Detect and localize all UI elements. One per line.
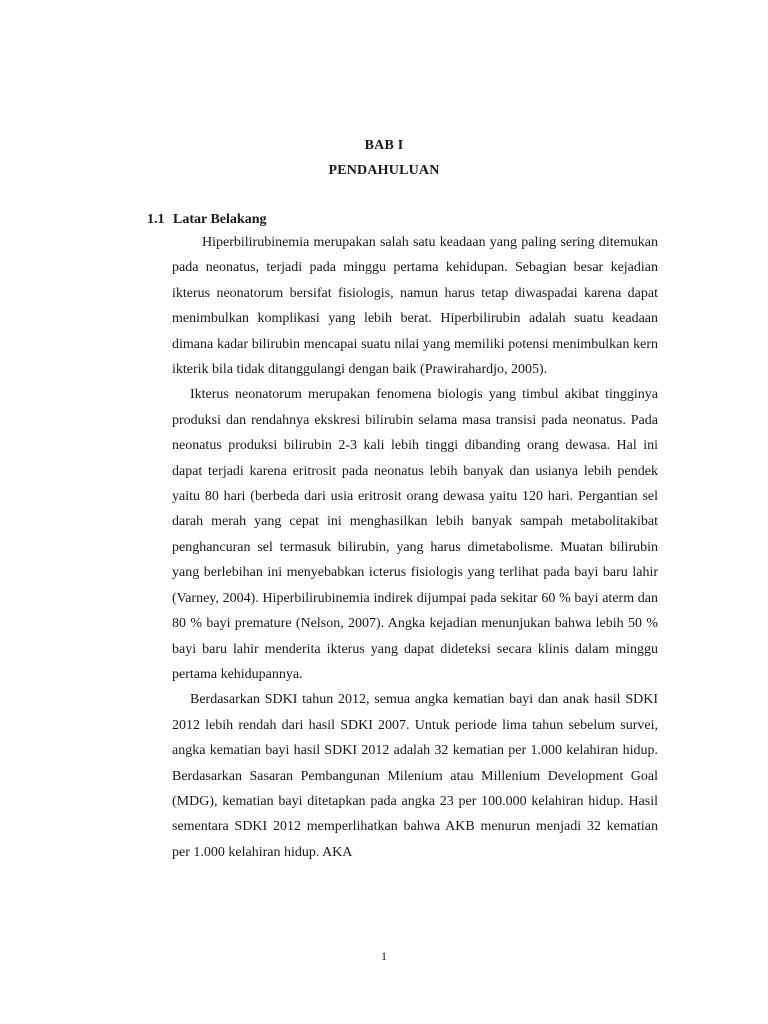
- chapter-number: BAB I: [364, 138, 404, 153]
- body-text: [172, 230, 658, 865]
- section-heading: [147, 212, 266, 228]
- paragraph: Hiperbilirubinemia merupakan salah satu keadaan yang paling sering ditemukan pada neonatus, terjadi pada minggu pertama kehidupan. Sebagian besar kejadian ikterus neonatorum bersifat fisiologis, namun harus tetap diwaspadai karena dapat menimbulkan komplikasi yang lebih berat. Hiperbilirubin adalah suatu keadaan dimana kadar bilirubin mencapai suatu nilai yang memiliki potensi menimbulkan kern ikterik bila tidak ditanggulangi dengan baik (Prawirahardjo, 2005).: [172, 235, 658, 378]
- chapter-title: PENDAHULUAN: [328, 163, 440, 178]
- section-title: Latar Belakang: [173, 212, 267, 227]
- paragraph: Ikterus neonatorum merupakan fenomena biologis yang timbul akibat tingginya produksi dan rendahnya ekskresi bilirubin selama masa transisi pada neonatus. Pada neonatus produksi bilirubin 2-3 kali lebih tinggi dibanding orang dewasa. Hal ini dapat terjadi karena eritrosit pada neonatus lebih banyak dan usianya lebih pendek yaitu 80 hari (berbeda dari usia eritrosit orang dewasa yaitu 120 hari. Pergantian sel darah merah yang cepat ini menghasilkan lebih banyak sampah metabolitakibat penghancuran sel termasuk bilirubin, yang harus dimetabolisme. Muatan bilirubin yang berlebihan ini menyebabkan icterus fisiologis yang terlihat pada bayi baru lahir (Varney, 2004). Hiperbilirubinemia indirek dijumpai pada sekitar 60 % bayi aterm dan 80 % bayi premature (Nelson, 2007). Angka kejadian menunjukan bahwa lebih 50 % bayi baru lahir menderita ikterus yang dapat dideteksi secara klinis dalam minggu pertama kehidupannya.: [172, 387, 658, 682]
- paragraph: Berdasarkan SDKI tahun 2012, semua angka kematian bayi dan anak hasil SDKI 2012 lebih rendah dari hasil SDKI 2007. Untuk periode lima tahun sebelum survei, angka kematian bayi hasil SDKI 2012 adalah 32 kematian per 1.000 kelahiran hidup. Berdasarkan Sasaran Pembangunan Milenium atau Millenium Development Goal (MDG), kematian bayi ditetapkan pada angka 23 per 100.000 kelahiran hidup. Hasil sementara SDKI 2012 memperlihatkan bahwa AKB menurun menjadi 32 kematian per 1.000 kelahiran hidup. AKA: [172, 692, 658, 860]
- page-number: 1: [381, 949, 387, 963]
- section-number: 1.1: [147, 212, 165, 227]
